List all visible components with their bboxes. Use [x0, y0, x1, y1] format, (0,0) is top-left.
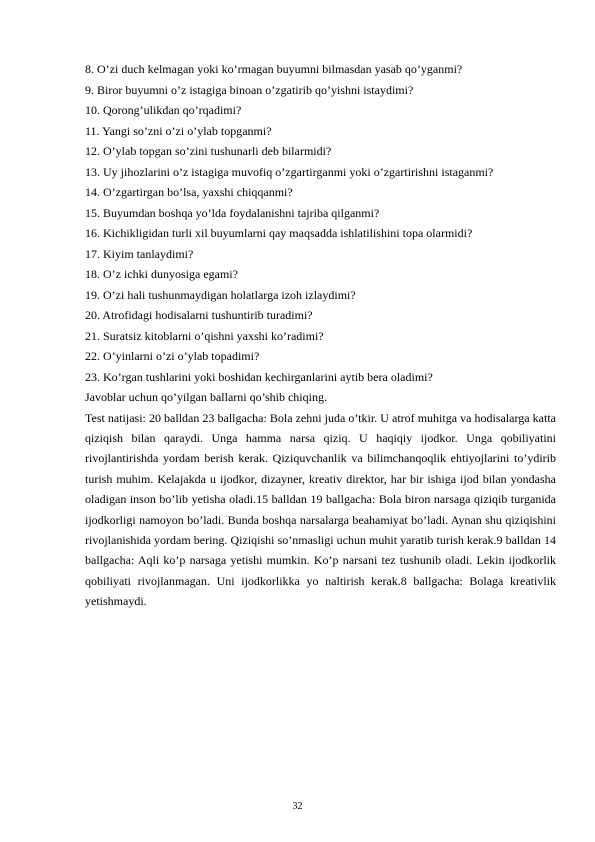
question-19: 19. O’zi hali tushunmaydigan holatlarga izoh izlaydimi? [85, 287, 356, 302]
question-10: 10. Qorong’ulikdan qo’rqadimi? [85, 103, 242, 117]
page-content [85, 59, 556, 612]
question-13: 13. Uy jihozlarini o’z istagiga muvofiq o’zgartirganmi yoki o’zgartirishni istaganmi? [85, 164, 494, 179]
question-9: 9. Biror buyumni o’z istagiga binoan o’zgatirib qo’yishni istaydimi? [85, 82, 414, 97]
test-result-paragraph: Test natijasi: 20 balldan 23 ballgacha: Bola zehni juda o’tkir. U atrof muhitga va hodisalarga katta qiziqish bilan qaraydi. Unga hamma narsa qiziq. U haqiqiy ijodkor. Unga qobiliyatini rivojlantirishda yordam berish kerak. Qiziquvchanlik va bilimchanqoqlik ehtiyojlarini to’ydirib turish muhim. Kelajakda u ijodkor, dizayner, kreativ direktor, har bir ishiga ijod bilan yondasha oladigan inson bo’lib yetisha oladi.15 balldan 19 ballgacha: Bola biron narsaga qiziqib turganida ijodkorligi namoyon bo’ladi. Bunda boshqa narsalarga beahamiyat bo’ladi. Aynan shu qiziqishini rivojlanishida yordam bering. Qiziqishi so’nmasligi uchun muhit yaratib turish kerak.9 balldan 14 ballgacha: Aqli ko’p narsaga yetishi mumkin. Ko’p narsani tez tushunib oladi. Lekin ijodkorlik qobiliyati rivojlanmagan. Uni ijodkorlikka yo naltirish kerak.8 ballgacha: Bolaga kreativlik yetishmaydi. [85, 410, 556, 609]
question-21: 21. Suratsiz kitoblarni o’qishni yaxshi ko’radimi? [85, 328, 324, 343]
question-18: 18. O’z ichki dunyosiga egami? [85, 267, 238, 281]
scoring-instruction: Javoblar uchun qo’yilgan ballarni qo’shib chiqing. [85, 390, 327, 404]
question-15: 15. Buyumdan boshqa yo’lda foydalanishni tajriba qilganmi? [85, 205, 380, 220]
question-23: 23. Ko’rgan tushlarini yoki boshidan kechirganlarini aytib bera oladimi? [85, 369, 433, 384]
question-22: 22. O’yinlarni o’zi o’ylab topadimi? [85, 349, 260, 363]
question-20: 20. Atrofidagi hodisalarni tushuntirib turadimi? [85, 308, 313, 322]
question-14: 14. O’zgartirgan bo’lsa, yaxshi chiqqanmi? [85, 185, 293, 199]
question-8: 8. O’zi duch kelmagan yoki ko’rmagan buyumni bilmasdan yasab qo’yganmi? [85, 62, 463, 76]
question-12: 12. O’ylab topgan so’zini tushunarli deb bilarmidi? [85, 144, 332, 158]
question-17: 17. Kiyim tanlaydimi? [85, 246, 194, 261]
question-16: 16. Kichikligidan turli xil buyumlarni qay maqsadda ishlatilishini topa olarmidi? [85, 226, 473, 240]
question-11: 11. Yangi so’zni o’zi o’ylab topganmi? [85, 123, 272, 138]
page-number: 32 [292, 801, 303, 812]
